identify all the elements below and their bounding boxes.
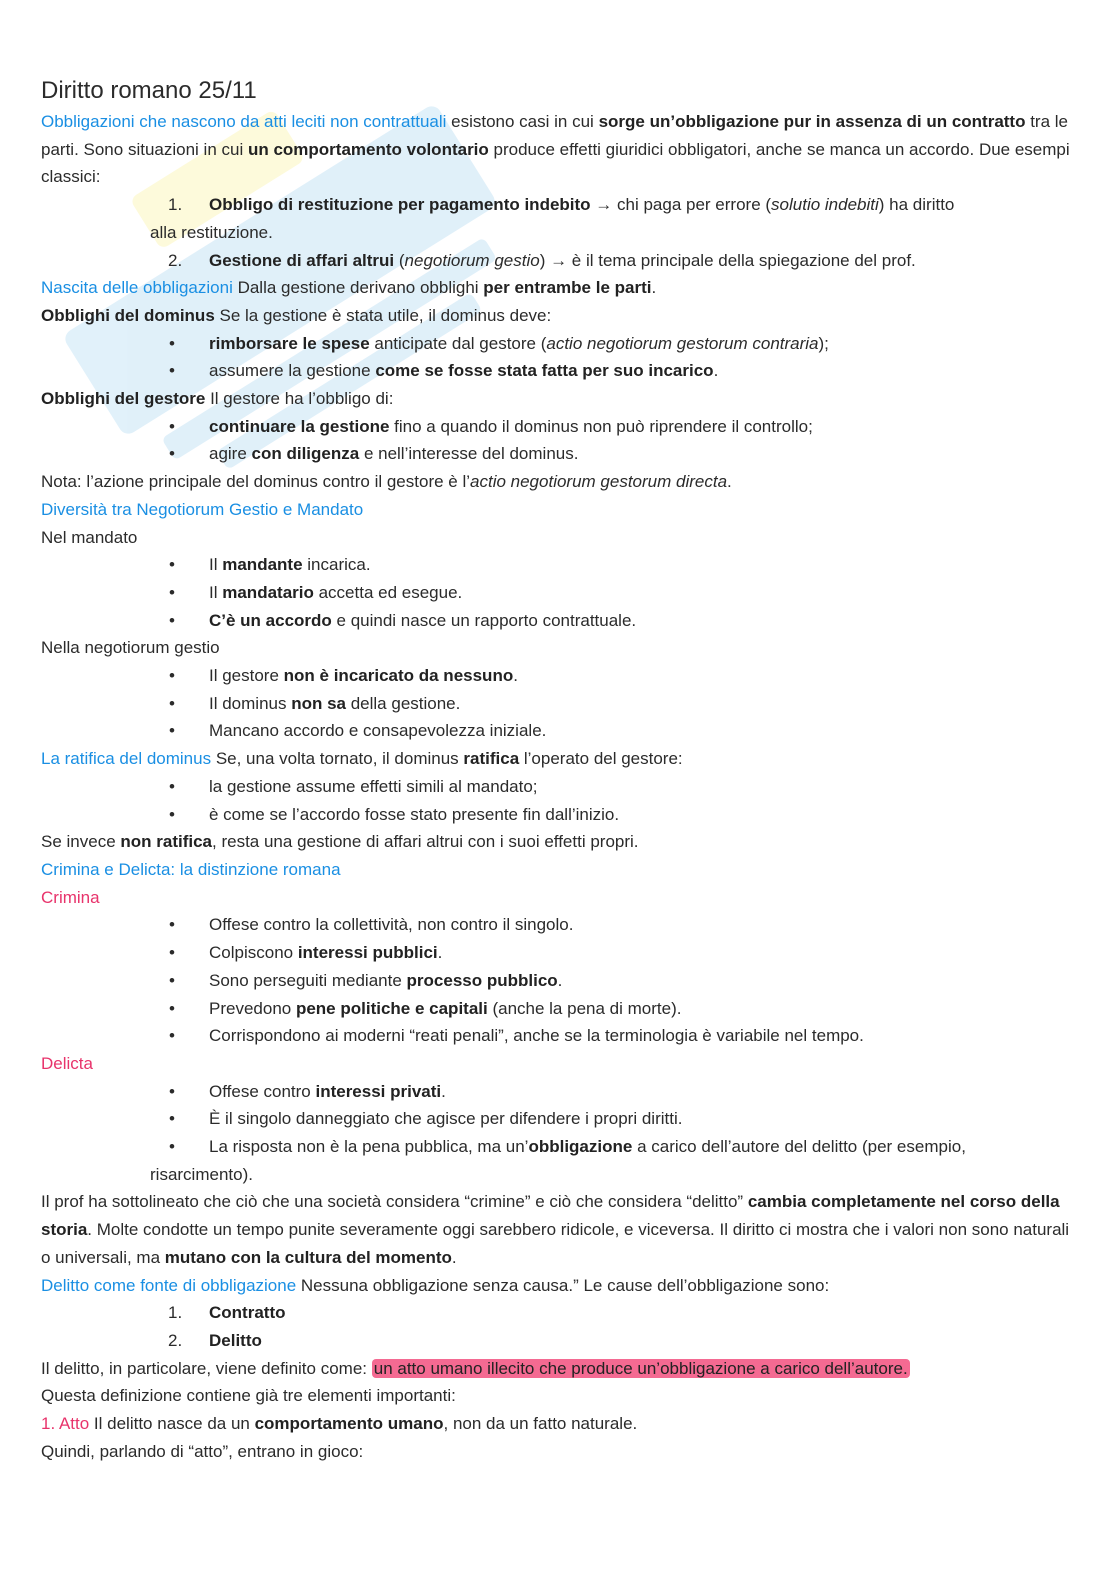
- item-bold: non sa: [291, 693, 346, 713]
- subheading-delicta: Delicta: [41, 1053, 93, 1073]
- section-heading-crimina-delicta: Crimina e Delicta: la distinzione romana: [41, 859, 341, 879]
- nascita-paragraph: [41, 274, 1071, 302]
- definizione-paragraph: [41, 1355, 1071, 1383]
- item-italic: solutio indebiti: [771, 195, 879, 215]
- list-item: [41, 995, 1071, 1023]
- list-item-wrap: risarcimento).: [150, 1164, 253, 1184]
- item-text: ) ha diritto: [878, 195, 955, 215]
- text: Se, una volta tornato, il dominus: [211, 749, 464, 769]
- list-item: [41, 191, 1071, 219]
- subheading-gestore: Obblighi del gestore: [41, 389, 206, 409]
- item-text: a carico dell’autore del delitto (per esempio,: [632, 1137, 966, 1157]
- list-item: [41, 1105, 1071, 1133]
- item-text: .: [557, 970, 563, 990]
- item-text: .: [713, 361, 719, 381]
- list-item: [41, 247, 1071, 275]
- item-text: (anche la pena di morte).: [487, 998, 682, 1018]
- item-bold: non è incaricato da nessuno: [283, 666, 514, 686]
- item-bold: Contratto: [209, 1303, 286, 1323]
- examples-list: [41, 191, 1071, 274]
- ratifica-paragraph: [41, 745, 1071, 773]
- item-text: Corrispondono ai moderni “reati penali”, anche se la terminologia è variabile nel tempo.: [209, 1026, 864, 1046]
- text: Il delitto nasce da un: [89, 1414, 255, 1434]
- item-bold: rimborsare le spese: [209, 333, 370, 353]
- item-bold: obbligazione: [528, 1137, 633, 1157]
- fonte-list: [41, 1299, 1071, 1354]
- list-item: [41, 1022, 1071, 1050]
- fonte-paragraph: [41, 1272, 1071, 1300]
- subheading-dominus: Obblighi del dominus: [41, 305, 215, 325]
- section-heading-nascita: Nascita delle obbligazioni: [41, 278, 233, 298]
- item-text: della gestione.: [346, 693, 461, 713]
- item-text: e quindi nasce un rapporto contrattuale.: [331, 610, 637, 630]
- list-item: [41, 1133, 1071, 1161]
- text: l’operato del gestore:: [519, 749, 683, 769]
- bullet-icon: •: [169, 970, 175, 990]
- item-bold: mandante: [222, 555, 303, 575]
- elementi-paragraph: Questa definizione contiene già tre elementi importanti:: [41, 1386, 456, 1406]
- crimina-list: [41, 911, 1071, 1050]
- list-item: [41, 690, 1071, 718]
- bold-text: non ratifica: [120, 832, 213, 852]
- list-item: [41, 579, 1071, 607]
- item-text: anticipate dal gestore (: [369, 333, 547, 353]
- item-italic: negotiorum gestio: [404, 250, 540, 270]
- item-bold: Gestione di affari altrui: [209, 250, 395, 270]
- item-bold: mandatario: [222, 582, 314, 602]
- list-item: [41, 413, 1071, 441]
- text: Il gestore ha l’obbligo di:: [205, 389, 394, 409]
- list-item: [41, 801, 1071, 829]
- text: .: [727, 472, 732, 492]
- bullet-icon: •: [169, 776, 175, 796]
- subheading-atto: 1. Atto: [41, 1414, 90, 1434]
- list-number: 1.: [168, 195, 183, 215]
- item-text: è come se l’accordo fosse stato presente fin dall’inizio.: [209, 804, 620, 824]
- list-number: 1.: [168, 1303, 183, 1323]
- delicta-list: [41, 1078, 1071, 1189]
- subheading-label: Nel mandato: [41, 527, 138, 547]
- text: , resta una gestione di affari altrui con i suoi effetti propri.: [212, 832, 639, 852]
- subheading-negotiorum: [41, 634, 1071, 662]
- item-bold: Delitto: [209, 1330, 262, 1350]
- dominus-paragraph: [41, 302, 1071, 330]
- text: Nessuna obbligazione senza causa.” Le cause dell’obbligazione sono:: [296, 1275, 830, 1295]
- bullet-icon: •: [169, 943, 175, 963]
- text: . Molte condotte un tempo punite severamente oggi sarebbero ridicole, e viceversa. Il diritto ci mostra che i valori non sono naturali o universali, ma: [41, 1220, 1070, 1267]
- section-heading-ratifica: La ratifica del dominus: [41, 749, 212, 769]
- text: , non da un fatto naturale.: [443, 1414, 638, 1434]
- item-bold: C’è un accordo: [209, 610, 332, 630]
- subheading-label: Nella negotiorum gestio: [41, 638, 220, 658]
- item-text: Offese contro: [209, 1081, 316, 1101]
- list-item: [41, 967, 1071, 995]
- bullet-icon: •: [169, 998, 175, 1018]
- text: Se invece: [41, 832, 121, 852]
- item-text: Offese contro la collettività, non contro il singolo.: [209, 915, 574, 935]
- item-bold: Obbligo di restituzione per pagamento indebito: [209, 195, 591, 215]
- bullet-icon: •: [169, 555, 175, 575]
- bullet-icon: •: [169, 1109, 175, 1129]
- bold-text: cambia completamente nel corso della storia: [41, 1192, 1060, 1240]
- list-item-wrap: alla restituzione.: [150, 222, 273, 242]
- item-text: incarica.: [302, 555, 371, 575]
- bullet-icon: •: [169, 721, 175, 741]
- item-text: Sono perseguiti mediante: [209, 970, 407, 990]
- item-text: la gestione assume effetti simili al mandato;: [209, 776, 538, 796]
- item-bold: pene politiche e capitali: [295, 998, 488, 1018]
- item-text: fino a quando il dominus non può riprendere il controllo;: [389, 416, 813, 436]
- item-text: e nell’interesse del dominus.: [359, 444, 579, 464]
- list-item: [41, 911, 1071, 939]
- item-text: Il: [209, 582, 223, 602]
- text: Il delitto, in particolare, viene definito come:: [41, 1358, 372, 1378]
- list-item: [41, 357, 1071, 385]
- list-item: [41, 330, 1071, 358]
- list-item: [41, 662, 1071, 690]
- item-bold: processo pubblico: [406, 970, 558, 990]
- item-text: ) → è il tema principale della spiegazione del prof.: [539, 250, 916, 270]
- item-text: È il singolo danneggiato che agisce per difendere i propri diritti.: [209, 1109, 683, 1129]
- page-title: Diritto romano 25/11: [41, 77, 257, 104]
- item-bold: continuare la gestione: [209, 416, 390, 436]
- bullet-icon: •: [169, 1081, 175, 1101]
- item-text: agire: [209, 444, 252, 464]
- bullet-icon: •: [169, 582, 175, 602]
- item-text: Mancano accordo e consapevolezza iniziale.: [209, 721, 547, 741]
- item-bold: interessi pubblici: [297, 943, 438, 963]
- list-item: [41, 939, 1071, 967]
- item-bold: interessi privati: [315, 1081, 442, 1101]
- subheading-crimina: Crimina: [41, 887, 100, 907]
- item-text: accetta ed esegue.: [313, 582, 463, 602]
- bullet-icon: •: [169, 444, 175, 464]
- bullet-icon: •: [169, 804, 175, 824]
- list-item: [41, 717, 1071, 745]
- list-item: [41, 773, 1071, 801]
- dominus-list: [41, 330, 1071, 385]
- intro-paragraph: [41, 108, 1071, 191]
- list-item: [41, 440, 1071, 468]
- item-text: .: [441, 1081, 446, 1101]
- italic-text: actio negotiorum gestorum directa: [470, 472, 728, 492]
- list-item: [41, 1327, 1071, 1355]
- bullet-icon: •: [169, 693, 175, 713]
- gestore-paragraph: [41, 385, 1071, 413]
- text: .: [651, 278, 657, 298]
- text: .: [451, 1247, 457, 1267]
- item-text: Il dominus: [209, 693, 292, 713]
- item-text: .: [437, 943, 443, 963]
- bullet-icon: •: [169, 333, 175, 353]
- list-item: [41, 551, 1071, 579]
- intro-bold-1: sorge un’obbligazione pur in assenza di un contratto: [598, 112, 1026, 131]
- item-text: );: [818, 333, 829, 353]
- bold-text: per entrambe le parti: [483, 278, 652, 298]
- item-text: (: [394, 250, 405, 270]
- list-number: 2.: [168, 250, 183, 270]
- bullet-icon: •: [169, 1026, 175, 1046]
- bold-text: ratifica: [463, 749, 520, 769]
- text: Nota: l’azione principale del dominus contro il gestore è l’: [41, 472, 471, 492]
- item-text: → chi paga per errore (: [590, 195, 772, 215]
- bullet-icon: •: [169, 1137, 175, 1157]
- section-heading-fonte: Delitto come fonte di obbligazione: [41, 1275, 297, 1295]
- bullet-icon: •: [169, 666, 175, 686]
- list-item: [41, 1078, 1071, 1106]
- prof-paragraph: [41, 1188, 1071, 1271]
- intro-bold-2: un comportamento volontario: [247, 139, 489, 159]
- gestore-list: [41, 413, 1071, 468]
- bold-text: mutano con la cultura del momento: [164, 1247, 452, 1267]
- quindi-paragraph: Quindi, parlando di “atto”, entrano in gioco:: [41, 1441, 364, 1461]
- bold-text: comportamento umano: [254, 1414, 444, 1434]
- item-bold: con diligenza: [251, 444, 360, 464]
- text: Dalla gestione derivano obblighi: [232, 278, 484, 298]
- intro-text-1: esistono casi in cui: [446, 112, 599, 131]
- negotiorum-list: [41, 662, 1071, 745]
- ratifica-after-paragraph: [41, 828, 1071, 856]
- text: Il prof ha sottolineato che ciò che una società considera “crimine” e ciò che considera “delitto”: [41, 1192, 748, 1212]
- section-heading-diversita: Diversità tra Negotiorum Gestio e Mandato: [41, 499, 364, 519]
- subheading-mandato: [41, 524, 1071, 552]
- text: Se la gestione è stata utile, il dominus deve:: [214, 305, 552, 325]
- highlighted-definition: un atto umano illecito che produce un’obbligazione a carico dell’autore.: [373, 1358, 908, 1378]
- item-bold: come se fosse stata fatta per suo incarico: [375, 361, 714, 381]
- ratifica-list: [41, 773, 1071, 828]
- list-item: [41, 1299, 1071, 1327]
- item-text: .: [513, 666, 518, 686]
- item-text: Colpiscono: [209, 943, 298, 963]
- list-item: [41, 607, 1071, 635]
- nota-paragraph: [41, 468, 1071, 496]
- mandato-list: [41, 551, 1071, 634]
- section-heading-obbligazioni: Obbligazioni che nascono da atti leciti non contrattuali: [41, 112, 447, 131]
- bullet-icon: •: [169, 416, 175, 436]
- item-text: Prevedono: [209, 998, 296, 1018]
- bullet-icon: •: [169, 915, 175, 935]
- atto-paragraph: [41, 1410, 1071, 1438]
- bullet-icon: •: [169, 610, 175, 630]
- item-text: Il: [209, 555, 223, 575]
- item-text: assumere la gestione: [209, 361, 376, 381]
- intro-text-2: tra le parti. Sono situazioni in cui: [41, 112, 1069, 159]
- item-text: Il gestore: [209, 666, 284, 686]
- item-italic: actio negotiorum gestorum contraria: [546, 333, 819, 353]
- document-content: [41, 74, 1071, 1465]
- list-number: 2.: [168, 1330, 183, 1350]
- intro-text-3: produce effetti giuridici obbligatori, anche se manca un accordo. Due esempi classici:: [41, 139, 1070, 187]
- item-text: La risposta non è la pena pubblica, ma un’: [209, 1137, 529, 1157]
- bullet-icon: •: [169, 361, 175, 381]
